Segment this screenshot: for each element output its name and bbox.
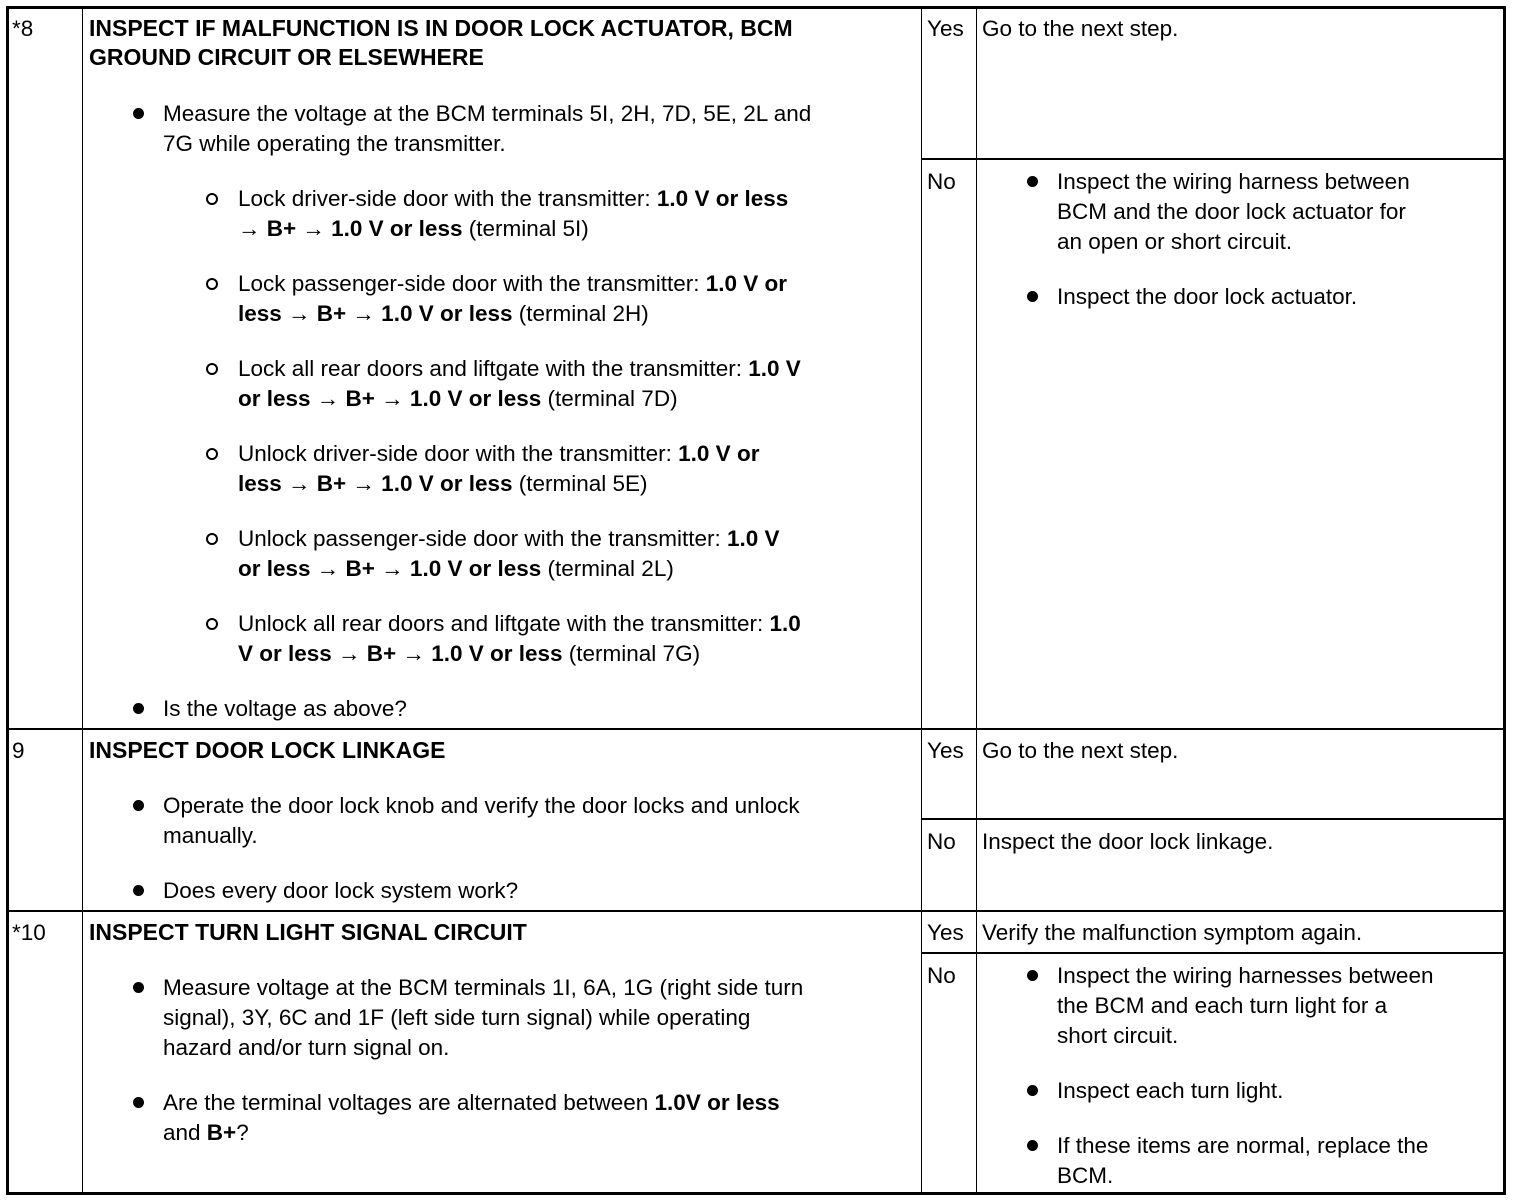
result-no-action: Inspect the wiring harnesses between bbox=[1057, 963, 1434, 988]
result-no-action: Inspect the door lock actuator. bbox=[1057, 284, 1358, 309]
result-no-action: BCM and the door lock actuator for bbox=[1057, 199, 1406, 224]
yes-no-divider-10 bbox=[921, 952, 1504, 954]
yes-no-divider-9 bbox=[921, 818, 1504, 820]
result-no-label: No bbox=[927, 169, 956, 194]
bullet-icon bbox=[1027, 1140, 1038, 1151]
result-yes-action: Verify the malfunction symptom again. bbox=[982, 920, 1363, 945]
result-no-action: If these items are normal, replace the bbox=[1057, 1133, 1429, 1158]
bullet-icon bbox=[133, 982, 144, 993]
instruction-text: manually. bbox=[163, 823, 258, 848]
bullet-icon bbox=[133, 1097, 144, 1108]
bullet-icon bbox=[133, 703, 144, 714]
question-text: Are the terminal voltages are alternated between 1.0V or less and B+? bbox=[163, 1090, 780, 1145]
question-text: Is the voltage as above? bbox=[163, 696, 407, 721]
step-title: INSPECT DOOR LOCK LINKAGE bbox=[89, 737, 446, 763]
step-title: INSPECT TURN LIGHT SIGNAL CIRCUIT bbox=[89, 919, 527, 945]
question-text: Does every door lock system work? bbox=[163, 878, 519, 903]
result-no-action: an open or short circuit. bbox=[1057, 229, 1293, 254]
sub-bullet-icon bbox=[206, 618, 218, 630]
sub-instruction: Lock passenger-side door with the transmitter: 1.0 V or less → B+ → 1.0 V or less (terminal 2H) bbox=[238, 271, 788, 326]
column-divider-action bbox=[976, 8, 977, 1194]
step-number: *8 bbox=[12, 16, 34, 41]
row-divider-8-9 bbox=[8, 728, 1504, 730]
bullet-icon bbox=[1027, 176, 1038, 187]
result-yes-action: Go to the next step. bbox=[982, 16, 1179, 41]
step-title-continued: GROUND CIRCUIT OR ELSEWHERE bbox=[89, 44, 484, 70]
instruction-text: Measure voltage at the BCM terminals 1I, 6A, 1G (right side turn bbox=[163, 975, 804, 1000]
sub-bullet-icon bbox=[206, 278, 218, 290]
column-divider-step bbox=[82, 8, 83, 1194]
sub-instruction: Lock all rear doors and liftgate with the transmitter: 1.0 V or less → B+ → 1.0 V or less (terminal 7D) bbox=[238, 356, 801, 411]
instruction-text: hazard and/or turn signal on. bbox=[163, 1035, 450, 1060]
bullet-icon bbox=[1027, 1085, 1038, 1096]
result-yes-action: Go to the next step. bbox=[982, 738, 1179, 763]
bullet-icon bbox=[1027, 291, 1038, 302]
sub-bullet-icon bbox=[206, 448, 218, 460]
result-no-action: BCM. bbox=[1057, 1163, 1114, 1188]
result-no-label: No bbox=[927, 829, 956, 854]
sub-instruction: Unlock all rear doors and liftgate with the transmitter: 1.0 V or less → B+ → 1.0 V or less (terminal 7G) bbox=[238, 611, 801, 666]
sub-instruction: Unlock passenger-side door with the transmitter: 1.0 V or less → B+ → 1.0 V or less (terminal 2L) bbox=[238, 526, 780, 581]
instruction-text: Measure the voltage at the BCM terminals 5I, 2H, 7D, 5E, 2L and bbox=[163, 101, 812, 126]
result-no-action: the BCM and each turn light for a bbox=[1057, 993, 1388, 1018]
result-yes-label: Yes bbox=[927, 738, 964, 763]
bullet-icon bbox=[133, 885, 144, 896]
row-divider-9-10 bbox=[8, 910, 1504, 912]
result-yes-label: Yes bbox=[927, 920, 964, 945]
instruction-text: 7G while operating the transmitter. bbox=[163, 131, 506, 156]
instruction-text: Operate the door lock knob and verify the door locks and unlock bbox=[163, 793, 800, 818]
column-divider-result bbox=[921, 8, 922, 1194]
result-no-action: Inspect the door lock linkage. bbox=[982, 829, 1274, 854]
step-number: 9 bbox=[12, 738, 25, 763]
result-yes-label: Yes bbox=[927, 16, 964, 41]
step-title: INSPECT IF MALFUNCTION IS IN DOOR LOCK ACTUATOR, BCM bbox=[89, 15, 793, 41]
bullet-icon bbox=[1027, 970, 1038, 981]
sub-instruction: Lock driver-side door with the transmitter: 1.0 V or less → B+ → 1.0 V or less (terminal 5I) bbox=[238, 186, 789, 241]
bullet-icon bbox=[133, 800, 144, 811]
result-no-label: No bbox=[927, 963, 956, 988]
sub-bullet-icon bbox=[206, 363, 218, 375]
sub-bullet-icon bbox=[206, 193, 218, 205]
sub-bullet-icon bbox=[206, 533, 218, 545]
step-number: *10 bbox=[12, 920, 46, 945]
instruction-text: signal), 3Y, 6C and 1F (left side turn signal) while operating bbox=[163, 1005, 751, 1030]
sub-instruction: Unlock driver-side door with the transmitter: 1.0 V or less → B+ → 1.0 V or less (terminal 5E) bbox=[238, 441, 760, 496]
result-no-action: Inspect each turn light. bbox=[1057, 1078, 1284, 1103]
result-no-action: Inspect the wiring harness between bbox=[1057, 169, 1410, 194]
yes-no-divider-8 bbox=[921, 158, 1504, 160]
bullet-icon bbox=[133, 108, 144, 119]
result-no-action: short circuit. bbox=[1057, 1023, 1179, 1048]
